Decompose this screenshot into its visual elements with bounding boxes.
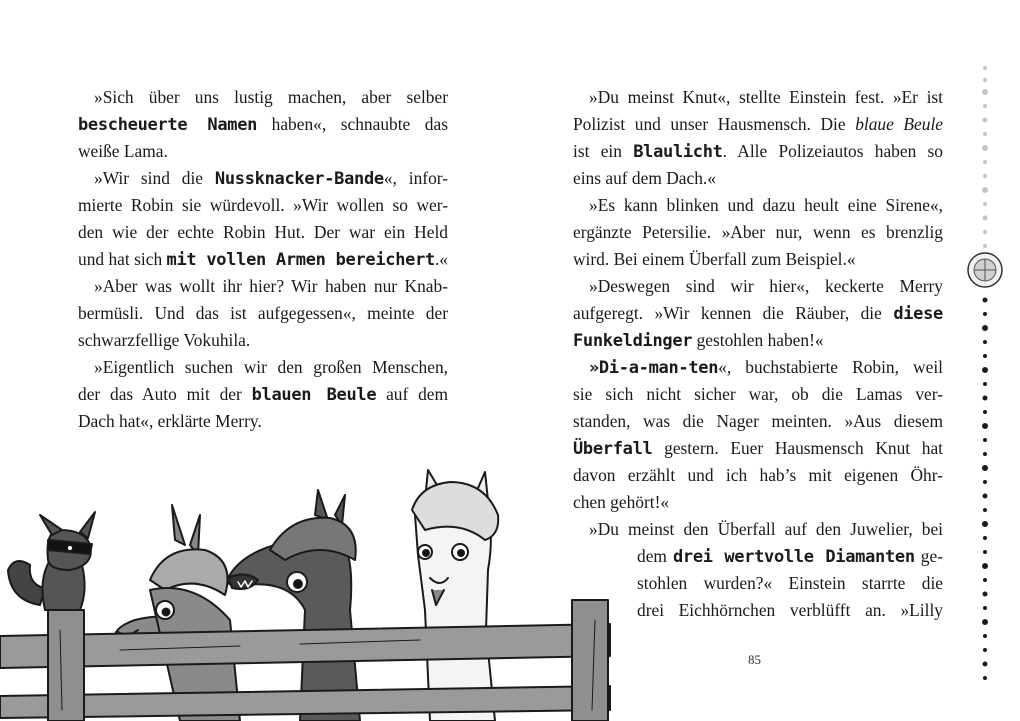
- text-line: »Wir sind die Nussknacker-Bande«, infor-: [94, 168, 448, 189]
- bold-phrase: Überfall: [573, 439, 653, 459]
- text-line: den wie der echte Robin Hut. Der war ein Held: [78, 222, 448, 242]
- text-line: »Eigentlich suchen wir den großen Menschen,: [94, 357, 448, 377]
- text-line: davon erzählt und ich hab’s mit eigenen Öhr-: [573, 465, 943, 485]
- text-line: sie sich nicht sicher war, ob die Lamas ver-: [573, 384, 943, 404]
- bold-phrase: Funkeldinger: [573, 331, 693, 351]
- bold-phrase: Blaulicht: [633, 142, 723, 162]
- bold-phrase: drei wertvolle Diamanten: [672, 547, 915, 567]
- italic-phrase: blaue Beule: [855, 114, 943, 134]
- text-line: bescheuerte Namen haben«, schnaubte das: [78, 114, 448, 135]
- text-line: dem drei wertvolle Diamanten ge-: [637, 546, 943, 567]
- text-line: mierte Robin sie würdevoll. »Wir wollen so wer-: [78, 195, 448, 215]
- text-line: weiße Lama.: [78, 141, 168, 161]
- text-line: aufgeregt. »Wir kennen die Räuber, die diese: [573, 303, 943, 324]
- text-line: eins auf dem Dach.«: [573, 168, 716, 188]
- squirrel-illustration: [8, 512, 95, 610]
- text-line: »Aber was wollt ihr hier? Wir haben nur Knab-: [94, 276, 448, 296]
- text-line: »Di-a-man-ten«, buchstabierte Robin, weil: [589, 357, 943, 378]
- text-line: »Du meinst Knut«, stellte Einstein fest. »Er ist: [589, 87, 943, 107]
- text-line: standen, was die Nager meinten. »Aus diesem: [573, 411, 943, 431]
- text-line: ergänzte Petersilie. »Aber nur, wenn es brenzlig: [573, 222, 943, 242]
- text-line: bermüsli. Und das ist aufgegessen«, meinte der: [78, 303, 448, 323]
- ornament-icon: [968, 253, 1002, 287]
- text-line: Funkeldinger gestohlen haben!«: [573, 330, 824, 351]
- text-line: »Du meinst den Überfall auf den Juwelier, bei: [589, 519, 943, 539]
- text-line: drei Eichhörnchen verblüfft an. »Lilly: [637, 600, 943, 620]
- white-llama-illustration: [412, 470, 498, 721]
- bold-phrase: Nussknacker-Bande: [214, 169, 384, 189]
- bold-phrase: »Di-a-man-ten: [589, 358, 719, 378]
- bold-phrase: mit vollen Armen bereichert: [166, 250, 435, 270]
- bold-phrase: blauen Beule: [251, 385, 377, 405]
- dark-llama-illustration: [228, 490, 360, 721]
- text-line: chen gehört!«: [573, 492, 670, 512]
- bold-phrase: diese: [893, 304, 943, 324]
- grey-llama-illustration: [115, 505, 240, 721]
- text-line: ist ein Blaulicht. Alle Polizeiautos haben so: [573, 141, 943, 162]
- text-line: Polizist und unser Hausmensch. Die blaue Beule: [573, 114, 943, 134]
- text-line: »Deswegen sind wir hier«, keckerte Merry: [589, 276, 943, 296]
- text-line: Überfall gestern. Euer Hausmensch Knut hat: [573, 438, 943, 459]
- text-line: wird. Bei einem Überfall zum Beispiel.«: [573, 249, 856, 269]
- text-line: und hat sich mit vollen Armen bereichert.«: [78, 249, 448, 270]
- text-line: Dach hat«, erklärte Merry.: [78, 411, 262, 431]
- page-number: 85: [748, 652, 761, 667]
- text-line: »Es kann blinken und dazu heult eine Sirene«,: [589, 195, 943, 215]
- text-line: stohlen wurden?« Einstein starrte die: [637, 573, 943, 593]
- text-line: schwarzfellige Vokuhila.: [78, 330, 251, 350]
- right-text-column: [573, 84, 943, 624]
- margin-ornament: [960, 60, 1010, 690]
- text-line: der das Auto mit der blauen Beule auf dem: [78, 384, 449, 405]
- text-line: »Sich über uns lustig machen, aber selber: [94, 87, 448, 107]
- left-text-column: [78, 84, 448, 435]
- llama-fence-illustration: [0, 460, 620, 721]
- bold-phrase: bescheuerte Namen: [78, 115, 258, 135]
